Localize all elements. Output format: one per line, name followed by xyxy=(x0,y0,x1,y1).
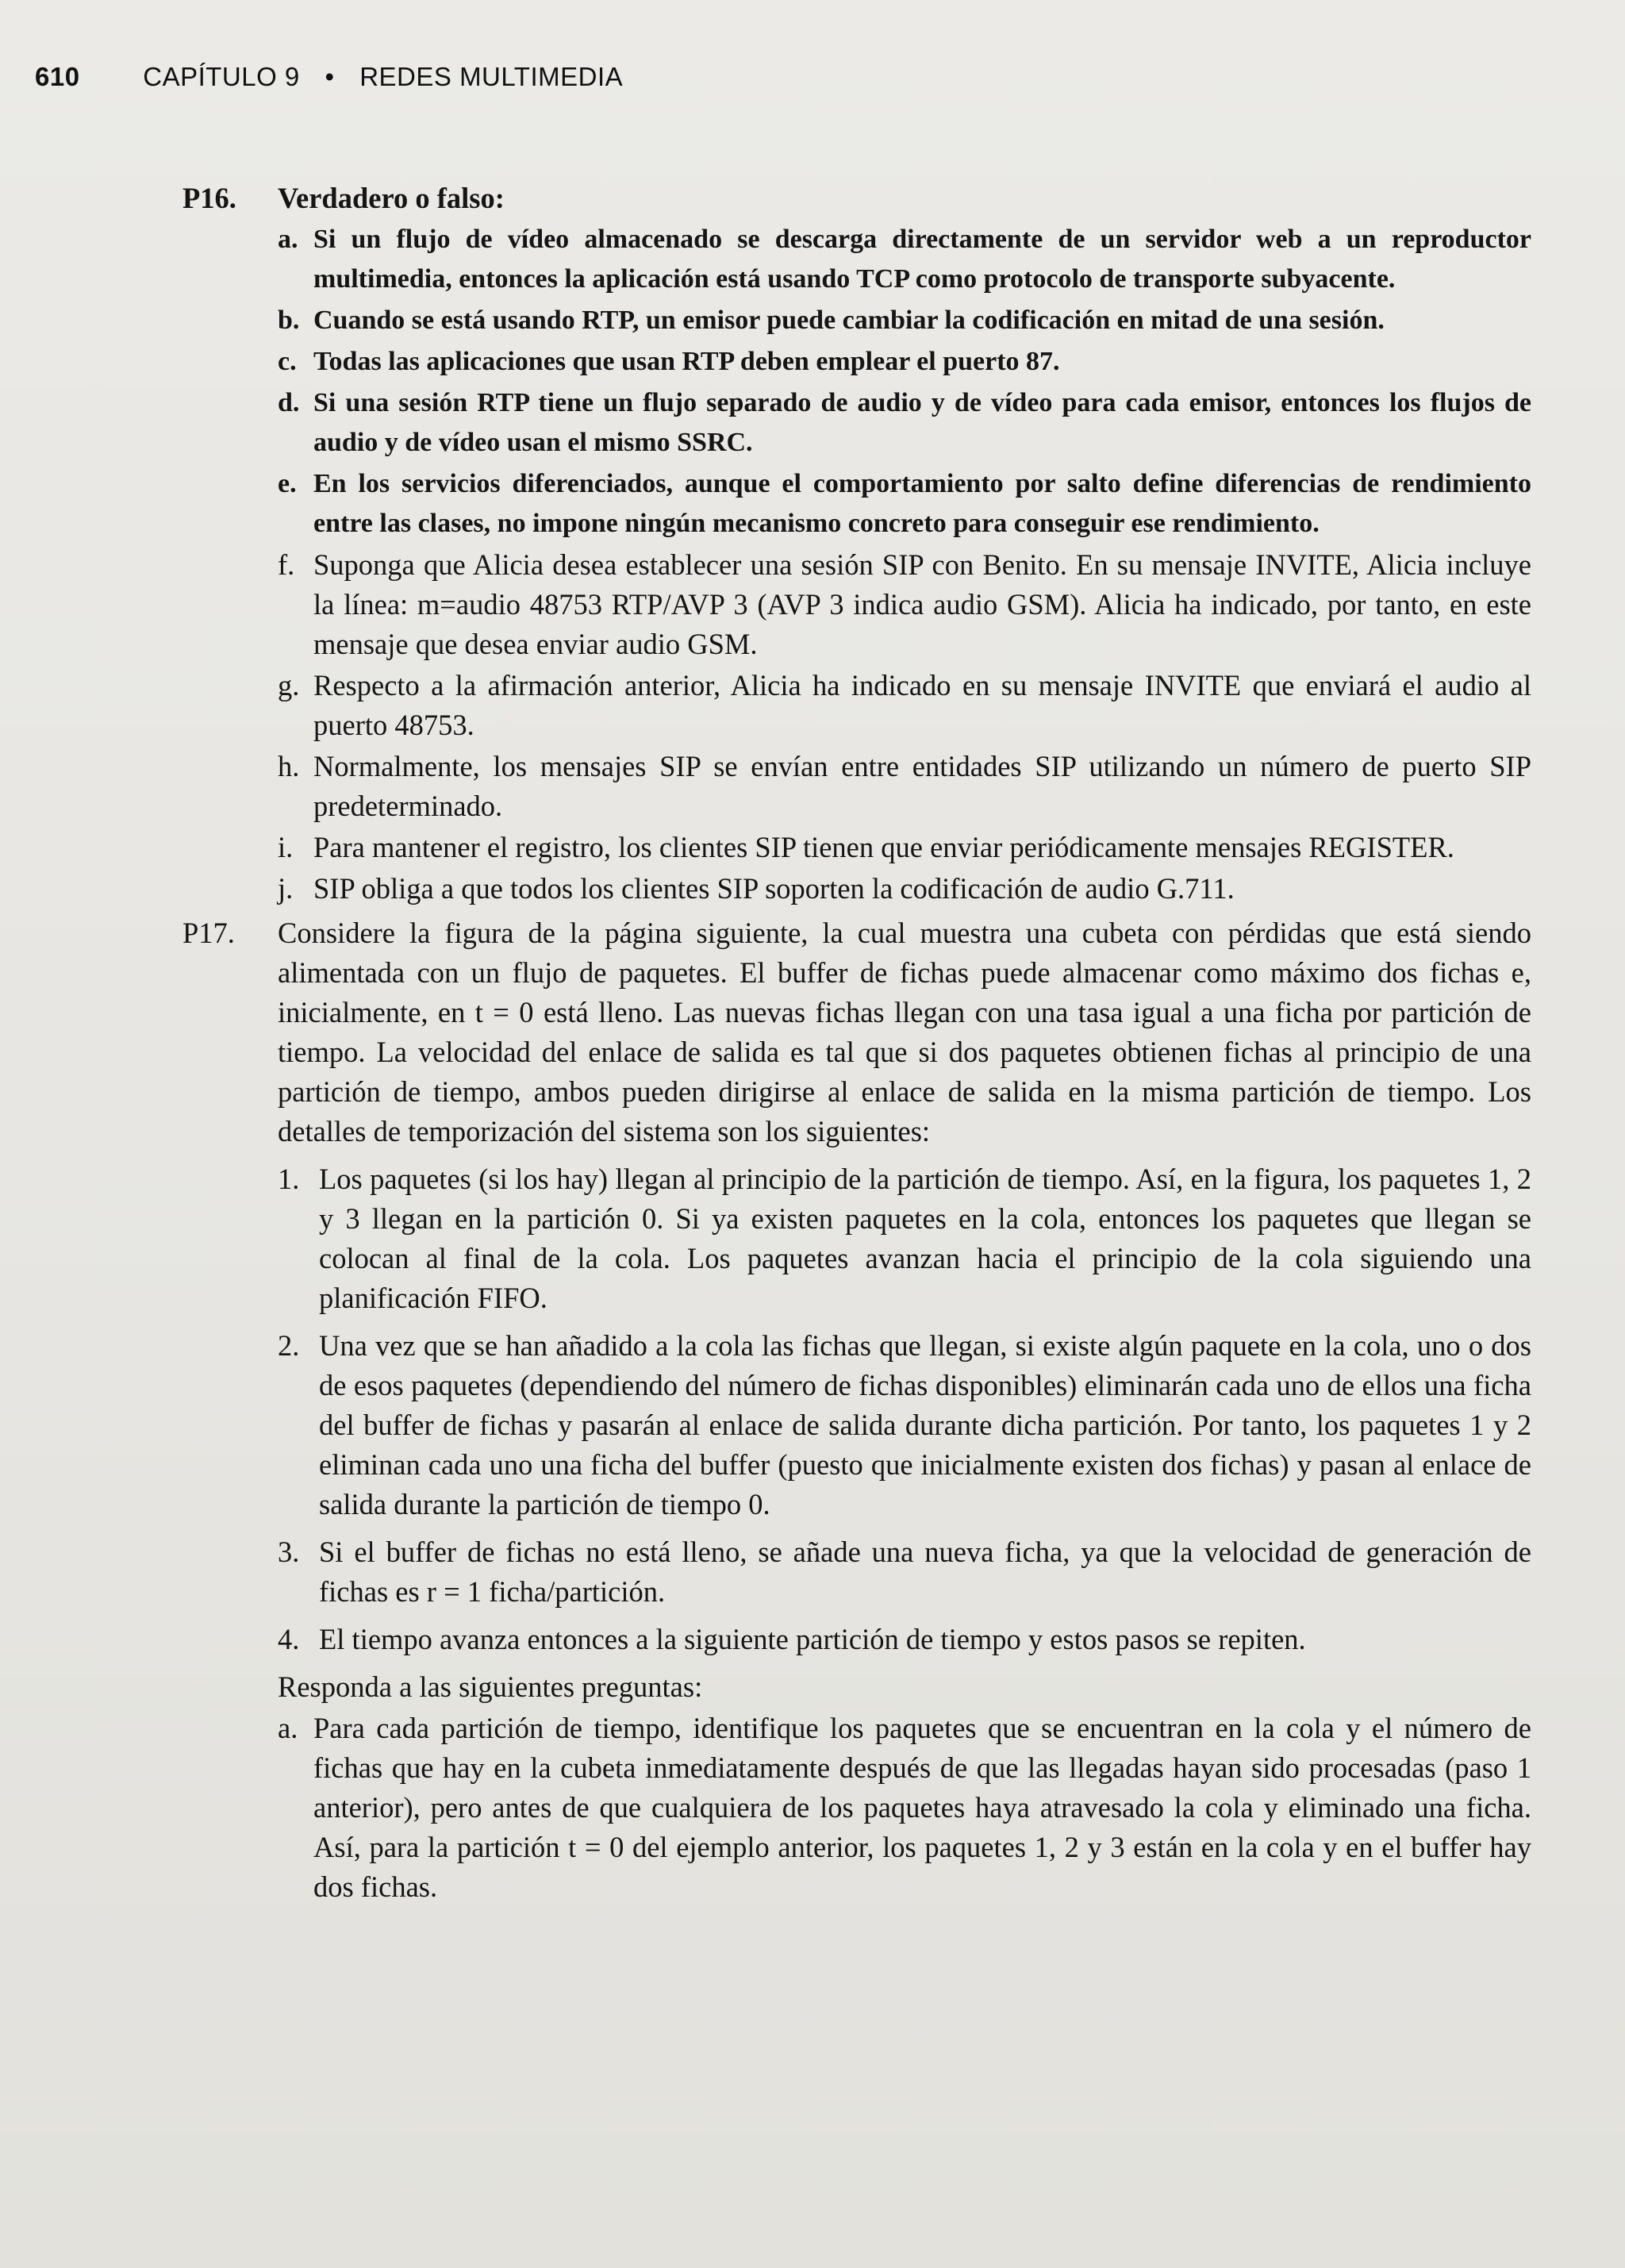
respond-prompt: Responda a las siguientes preguntas: xyxy=(278,1670,703,1703)
list-item xyxy=(278,220,1531,299)
statement-list-continued xyxy=(278,545,1531,909)
question-text: Para cada partición de tiempo, identifique los paquetes que se encuentran en la cola y el número de fichas que hay en la cubeta inmediatamente después de que las llegadas hayan sido procesadas (paso 1 anterior), pero antes de que cualquiera de los paquetes haya atravesado la cola y eliminado una ficha. Así, para la partición t = 0 del ejemplo anterior, los paquetes 1, 2 y 3 están en la cola y en el buffer hay dos fichas. xyxy=(313,1712,1531,1903)
item-label: e. xyxy=(278,469,297,498)
item-text: Cuando se está usando RTP, un emisor puede cambiar la codificación en mitad de una sesión. xyxy=(313,306,1385,335)
step-label: 4. xyxy=(278,1623,300,1655)
step-label: 1. xyxy=(278,1163,300,1195)
page-number: 610 xyxy=(35,62,80,91)
item-label: d. xyxy=(278,388,300,417)
list-item xyxy=(278,545,1531,664)
problem-p16 xyxy=(182,179,1531,909)
question-item xyxy=(278,1709,1531,1907)
running-header xyxy=(35,62,623,92)
item-label: a. xyxy=(278,225,298,254)
step-text: Los paquetes (si los hay) llegan al principio de la partición de tiempo. Así, en la figura, los paquetes 1, 2 y 3 llegan en la partición 0. Si ya existen paquetes en la cola, entonces los paquetes que llegan se colocan al final de la cola. Los paquetes avanzan hacia el principio de la cola siguiendo una planificación FIFO. xyxy=(319,1163,1531,1314)
list-item xyxy=(278,383,1531,463)
step-item xyxy=(278,1620,1531,1659)
item-label: c. xyxy=(278,347,297,376)
step-text: Si el buffer de fichas no está lleno, se añade una nueva ficha, ya que la velocidad de generación de fichas es r = 1 ficha/partición. xyxy=(319,1536,1531,1608)
list-item xyxy=(278,301,1531,340)
question-label: a. xyxy=(278,1712,298,1744)
page-body xyxy=(182,179,1531,1907)
problem-label: P16. xyxy=(182,182,236,214)
step-item xyxy=(278,1159,1531,1318)
item-label: b. xyxy=(278,306,300,335)
item-text: Normalmente, los mensajes SIP se envían entre entidades SIP utilizando un número de puerto SIP predeterminado. xyxy=(313,750,1531,822)
chapter-label: CAPÍTULO 9 xyxy=(143,62,300,91)
item-text: Para mantener el registro, los clientes SIP tienen que enviar periódicamente mensajes REGISTER. xyxy=(313,831,1454,863)
item-text: Si una sesión RTP tiene un flujo separado de audio y de vídeo para cada emisor, entonces los flujos de audio y de vídeo usan el mismo SSRC. xyxy=(313,388,1531,457)
item-text: Suponga que Alicia desea establecer una sesión SIP con Benito. En su mensaje INVITE, Alicia incluye la línea: m=audio 48753 RTP/AVP 3 (AVP 3 indica audio GSM). Alicia ha indicado, por tanto, en este mensaje que desea enviar audio GSM. xyxy=(313,548,1531,660)
problem-label: P17. xyxy=(182,917,235,949)
statement-list xyxy=(278,220,1531,544)
item-label: g. xyxy=(278,669,300,702)
item-text: SIP obliga a que todos los clientes SIP soporten la codificación de audio G.711. xyxy=(313,872,1235,905)
problem-title: Verdadero o falso: xyxy=(278,182,505,214)
item-label: j. xyxy=(278,872,294,905)
list-item xyxy=(278,342,1531,382)
item-label: f. xyxy=(278,548,295,581)
item-label: h. xyxy=(278,750,300,782)
step-label: 3. xyxy=(278,1536,300,1568)
step-text: Una vez que se han añadido a la cola las fichas que llegan, si existe algún paquete en la cola, uno o dos de esos paquetes (dependiendo del número de fichas disponibles) eliminarán cada uno de ellos una ficha del buffer de fichas y pasarán al enlace de salida durante dicha partición. Por tanto, los paquetes 1 y 2 eliminan cada uno una ficha del buffer (puesto que inicialmente existen dos fichas) y pasan al enlace de salida durante la partición de tiempo 0. xyxy=(319,1329,1531,1520)
item-text: Todas las aplicaciones que usan RTP deben emplear el puerto 87. xyxy=(313,347,1060,376)
item-text: Si un flujo de vídeo almacenado se descarga directamente de un servidor web a un reproductor multimedia, entonces la aplicación está usando TCP como protocolo de transporte subyacente. xyxy=(313,225,1531,294)
item-text: En los servicios diferenciados, aunque el comportamiento por salto define diferencias de rendimiento entre las clases, no impone ningún mecanismo concreto para conseguir ese rendimiento. xyxy=(313,469,1531,538)
item-text: Respecto a la afirmación anterior, Alicia ha indicado en su mensaje INVITE que enviará el audio al puerto 48753. xyxy=(313,669,1531,741)
list-item xyxy=(278,666,1531,745)
section-label: REDES MULTIMEDIA xyxy=(359,62,624,91)
list-item xyxy=(278,747,1531,826)
step-label: 2. xyxy=(278,1329,300,1362)
problem-p17 xyxy=(182,913,1531,1907)
step-item xyxy=(278,1326,1531,1524)
list-item xyxy=(278,464,1531,544)
list-item xyxy=(278,828,1531,867)
item-label: i. xyxy=(278,831,294,863)
problem-intro: Considere la figura de la página siguiente, la cual muestra una cubeta con pérdidas que está siendo alimentada con un flujo de paquetes. El buffer de fichas puede almacenar como máximo dos fichas e, inicialmente, en t = 0 está lleno. Las nuevas fichas llegan con una tasa igual a una ficha por partición de tiempo. La velocidad del enlace de salida es tal que si dos paquetes obtienen fichas al principio de una partición de tiempo, ambos pueden dirigirse al enlace de salida en la misma partición de tiempo. Los detalles de temporización del sistema son los siguientes: xyxy=(278,917,1531,1147)
list-item xyxy=(278,869,1531,909)
step-text: El tiempo avanza entonces a la siguiente partición de tiempo y estos pasos se repiten. xyxy=(319,1623,1306,1655)
step-item xyxy=(278,1532,1531,1612)
header-separator: • xyxy=(325,62,335,91)
